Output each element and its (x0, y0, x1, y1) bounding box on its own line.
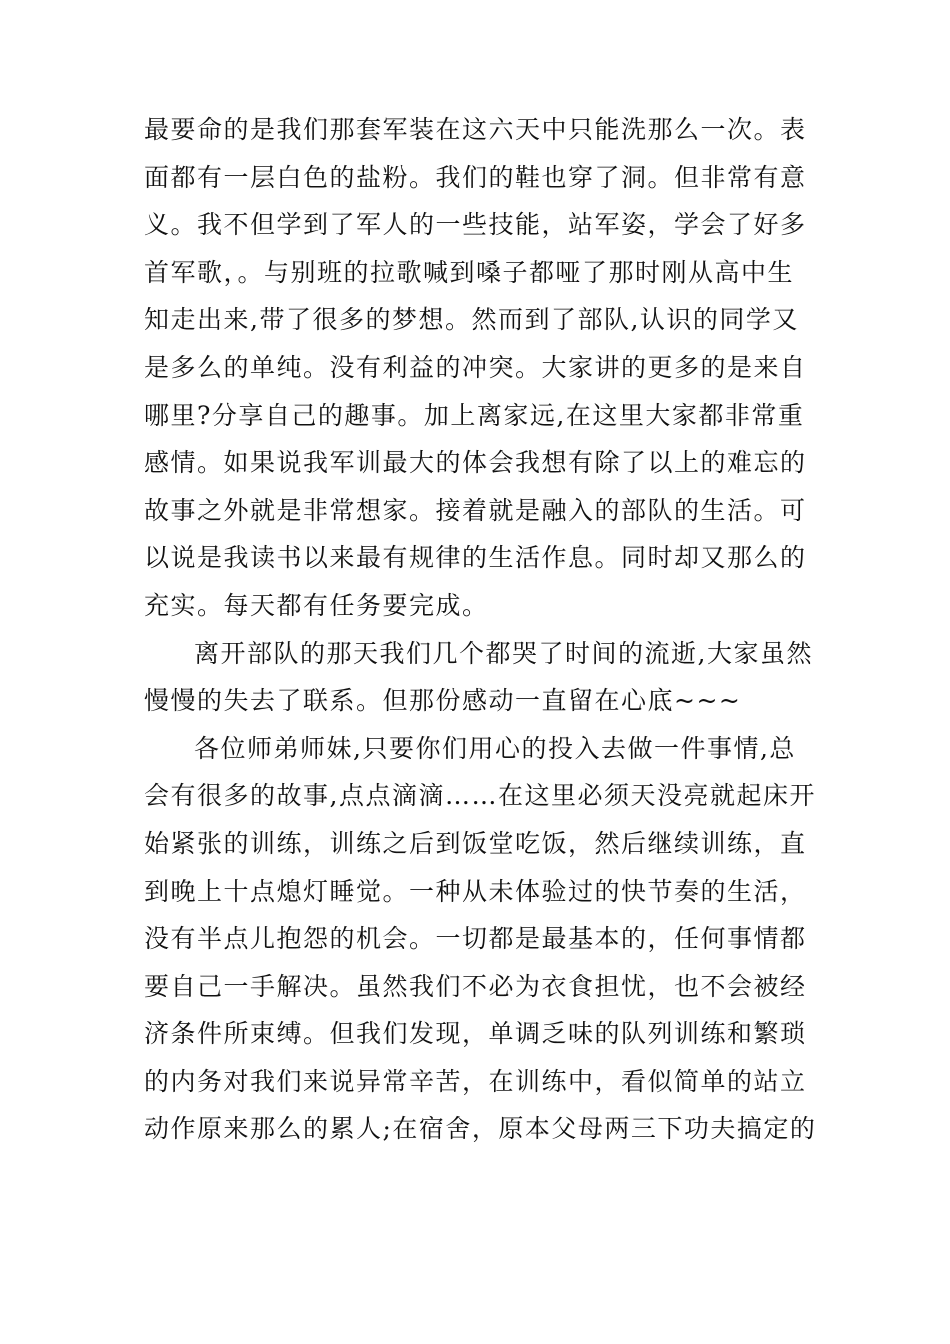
text-line: 没有半点儿抱怨的机会。一切都是最基本的，任何事情都 (144, 924, 807, 954)
paragraph-start-line: 各位师弟师妹,只要你们用心的投入去做一件事情,总 (194, 733, 796, 763)
text-line: 知走出来,带了很多的梦想。然而到了部队,认识的同学又 (144, 305, 799, 335)
text-line: 感情。如果说我军训最大的体会我想有除了以上的难忘的 (144, 448, 807, 478)
text-line: 充实。每天都有任务要完成。 (144, 590, 489, 620)
text-line: 哪里?分享自己的趣事。加上离家远,在这里大家都非常重 (144, 400, 805, 430)
paragraph-start-line: 离开部队的那天我们几个都哭了时间的流逝,大家虽然 (194, 638, 813, 668)
text-line: 最要命的是我们那套军装在这六天中只能洗那么一次。表 (144, 115, 807, 144)
text-line: 始紧张的训练，训练之后到饭堂吃饭，然后继续训练，直 (144, 828, 807, 858)
text-line: 济条件所束缚。但我们发现，单调乏味的队列训练和繁琐 (144, 1019, 807, 1049)
text-line: 是多么的单纯。没有利益的冲突。大家讲的更多的是来自 (144, 352, 807, 382)
text-line: 要自己一手解决。虽然我们不必为衣食担忧，也不会被经 (144, 971, 807, 1001)
text-line: 首军歌，。与别班的拉歌喊到嗓子都哑了那时刚从高中生 (144, 257, 795, 287)
text-line: 动作原来那么的累人;在宿舍，原本父母两三下功夫搞定的 (144, 1114, 817, 1144)
text-line: 会有很多的故事,点点滴滴……在这里必须天没亮就起床开 (144, 781, 816, 811)
body-text (144, 106, 824, 1153)
text-line: 以说是我读书以来最有规律的生活作息。同时却又那么的 (144, 543, 807, 573)
text-line: 义。我不但学到了军人的一些技能，站军姿，学会了好多 (144, 210, 807, 240)
text-line: 故事之外就是非常想家。接着就是融入的部队的生活。可 (144, 495, 807, 525)
text-line: 到晚上十点熄灯睡觉。一种从未体验过的快节奏的生活， (144, 876, 807, 906)
text-line: 慢慢的失去了联系。但那份感动一直留在心底~~~ (144, 686, 742, 716)
text-line: 的内务对我们来说异常辛苦，在训练中，看似简单的站立 (144, 1066, 807, 1096)
text-line: 面都有一层白色的盐粉。我们的鞋也穿了洞。但非常有意 (144, 162, 807, 192)
